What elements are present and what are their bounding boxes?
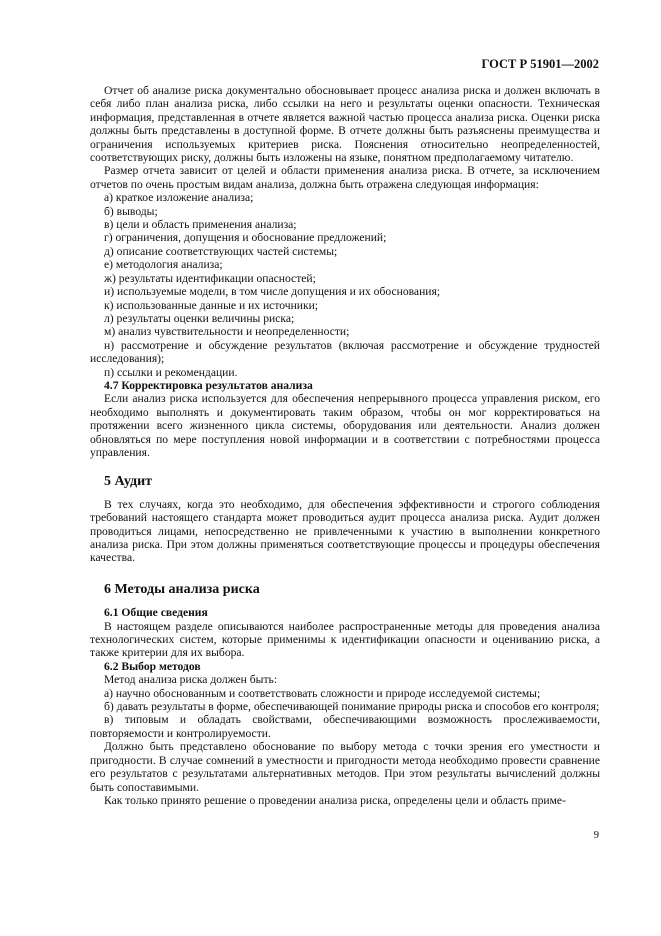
subsection-heading: 6.1 Общие сведения (104, 606, 208, 620)
paragraph: Метод анализа риска должен быть: (104, 673, 278, 687)
list-item: д) описание соответствующих частей системы; (104, 244, 338, 258)
paragraph: Как только принято решение о проведении анализа риска, определены цели и область приме- (104, 793, 566, 807)
paragraph: Должно быть представлено обоснование по выбору метода с точки зрения его уместности и пригодности. В случае сомнений в уместности и пригодности метода необходимо провести сравнение его результатов с результатами альтернативных методов. При этом результаты вычислений должны быть сопоставимыми. (90, 740, 600, 794)
list-item: н) рассмотрение и обсуждение результатов (включая рассмотрение и обсуждение трудностей исследования); (90, 338, 600, 366)
paragraph: Если анализ риска используется для обеспечения непрерывного процесса управления риском, его необходимо выполнять и документировать таким образом, чтобы он мог корректироваться на протяжении всего жизненного цикла системы, оборудования или деятельности. Анализ должен обновляться по мере поступления новой информации и в соответствии с потребностями процесса управления. (90, 392, 600, 459)
list-item: б) давать результаты в форме, обеспечивающей понимание природы риска и способов его контроля; (104, 700, 600, 714)
list-item: а) краткое изложение анализа; (104, 191, 254, 205)
list-item: е) методология анализа; (104, 258, 223, 272)
section-heading: 5 Аудит (104, 474, 153, 490)
paragraph: В настоящем разделе описываются наиболее распространенные методы для проведения анализа технологических систем, которые применимы к идентификации опасности и оцениванию риска, а также критерии для их выбора. (90, 619, 600, 660)
paragraph: В тех случаях, когда это необходимо, для обеспечения эффективности и строгого соблюдения требований настоящего стандарта может проводиться аудит процесса анализа риска. Аудит должен проводиться лицами, непосредственно не привлеченными к участию в выполнении конкретного анализа риска. При этом должны применяться соответствующие процессы и процедуры обеспечения качества. (90, 497, 600, 565)
list-item: в) типовым и обладать свойствами, обеспечивающими возможность прослеживаемости, повторяемости и контролируемости. (90, 713, 600, 740)
list-item: п) ссылки и рекомендации. (104, 365, 238, 379)
list-item: в) цели и область применения анализа; (104, 218, 297, 232)
list-item: а) научно обоснованным и соответствовать сложности и природе исследуемой системы; (104, 686, 541, 700)
list-item: б) выводы; (104, 204, 158, 218)
list-item: к) использованные данные и их источники; (104, 298, 319, 312)
section-heading: 6 Методы анализа риска (104, 581, 260, 597)
paragraph: Размер отчета зависит от целей и области применения анализа риска. В отчете, за исключением отчетов по очень простым видам анализа, должна быть отражена следующая информация: (90, 164, 600, 191)
list-item: ж) результаты идентификации опасностей; (104, 271, 316, 285)
paragraph: Отчет об анализе риска документально обосновывает процесс анализа риска и должен включать в себя либо план анализа риска, либо ссылки на него и результаты оценки опасности. Техническая информация, представленная в отчете является важной частью процесса анализа риска. Оценки риска должны быть представлены в доступной форме. В отчете должны быть разъяснены преимущества и ограничения используемых критериев риска. Пояснения относительно неопределенностей, соответствующих риску, должны быть изложены на языке, понятном предполагаемому читателю. (90, 84, 600, 165)
standard-header: ГОСТ Р 51901—2002 (481, 57, 599, 71)
page-content (90, 84, 600, 807)
subsection-heading: 6.2 Выбор методов (104, 659, 201, 673)
list-item: и) используемые модели, в том числе допущения и их обоснования; (104, 285, 441, 299)
list-item: м) анализ чувствительности и неопределенности; (104, 325, 350, 339)
list-item: г) ограничения, допущения и обоснование предложений; (104, 231, 387, 245)
page-number: 9 (593, 830, 599, 841)
list-item: л) результаты оценки величины риска; (104, 311, 295, 325)
subsection-heading: 4.7 Корректировка результатов анализа (104, 378, 313, 392)
